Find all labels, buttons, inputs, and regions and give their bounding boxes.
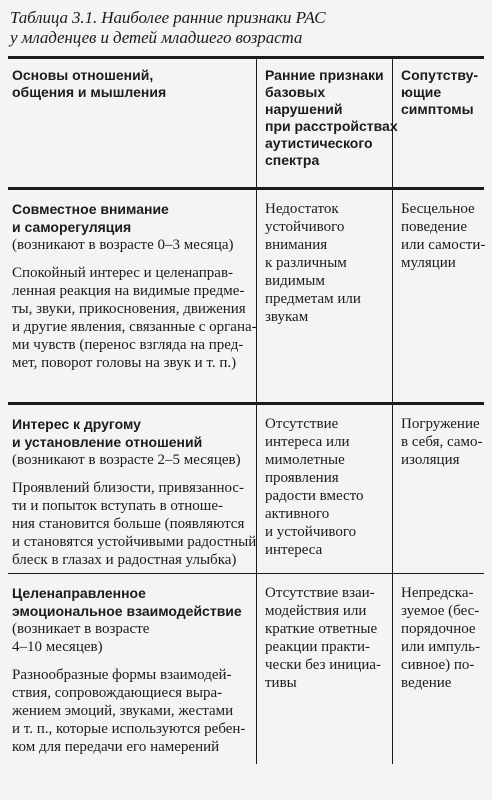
table-row: [8, 574, 484, 764]
caption-line: у младенцев и детей младшего возраста: [10, 28, 303, 47]
row-signs-cell: Отсутствие интереса или мимолетные проявления радости вместо активного и устойчивого интереса: [256, 405, 392, 573]
header-col-early-signs: Ранние признаки базовых нарушений при расстройствах аутистического спектра: [256, 59, 392, 187]
row-foundation-cell: [8, 405, 256, 573]
row-age: (возникают в возрасте 0–3 месяца): [12, 237, 234, 253]
row-symptoms-cell: Бесцельное поведение или самости- муляции: [392, 190, 484, 402]
row-foundation-cell: [8, 574, 256, 764]
row-description: Спокойный интерес и целенаправ- ленная реакция на видимые предме- ты, звуки, прикосновения, движения и другие явления, связанные с органа- ми чувств (перенос взгляда на пред- мет, поворот головы на звук и т. п.): [12, 265, 257, 371]
row-title: Интерес к другому и установление отношений: [12, 416, 203, 450]
row-title: Совместное внимание и саморегуляция: [12, 201, 169, 235]
row-signs-cell: Отсутствие взаи- модействия или краткие ответные реакции практи- чески без инициа- тивы: [256, 574, 392, 764]
caption-line: Таблица 3.1. Наиболее ранние признаки РАС: [10, 8, 326, 27]
row-age: (возникают в возрасте 2–5 месяцев): [12, 452, 241, 468]
row-signs-cell: Недостаток устойчивого внимания к различным видимым предметам или звукам: [256, 190, 392, 402]
row-foundation-cell: [8, 190, 256, 402]
header-col-symptoms: Сопутству- ющие симптомы: [392, 59, 484, 187]
table-caption: [10, 8, 484, 48]
row-age: (возникает в возрасте 4–10 месяцев): [12, 621, 150, 655]
row-description: Проявлений близости, привязаннос- ти и попыток вступать в отноше- ния становится больше (появляются и становятся устойчивыми радостный блеск в глазах и радостная улыбка): [12, 480, 257, 568]
header-col-foundations: Основы отношений, общения и мышления: [12, 67, 167, 100]
row-symptoms-cell: Погружение в себя, само- изоляция: [392, 405, 484, 573]
table-header-row: [8, 59, 484, 187]
table-row: [8, 405, 484, 573]
table-row: [8, 190, 484, 402]
row-symptoms-cell: Непредска- зуемое (бес- порядочное или импуль- сивное) по- ведение: [392, 574, 484, 764]
row-description: Разнообразные формы взаимодей- ствия, сопровождающиеся выра- жением эмоций, звуками, жестами и т. п., которые используются ребен- ком для передачи его намерений: [12, 667, 246, 755]
row-title: Целенаправленное эмоциональное взаимодействие: [12, 585, 242, 619]
